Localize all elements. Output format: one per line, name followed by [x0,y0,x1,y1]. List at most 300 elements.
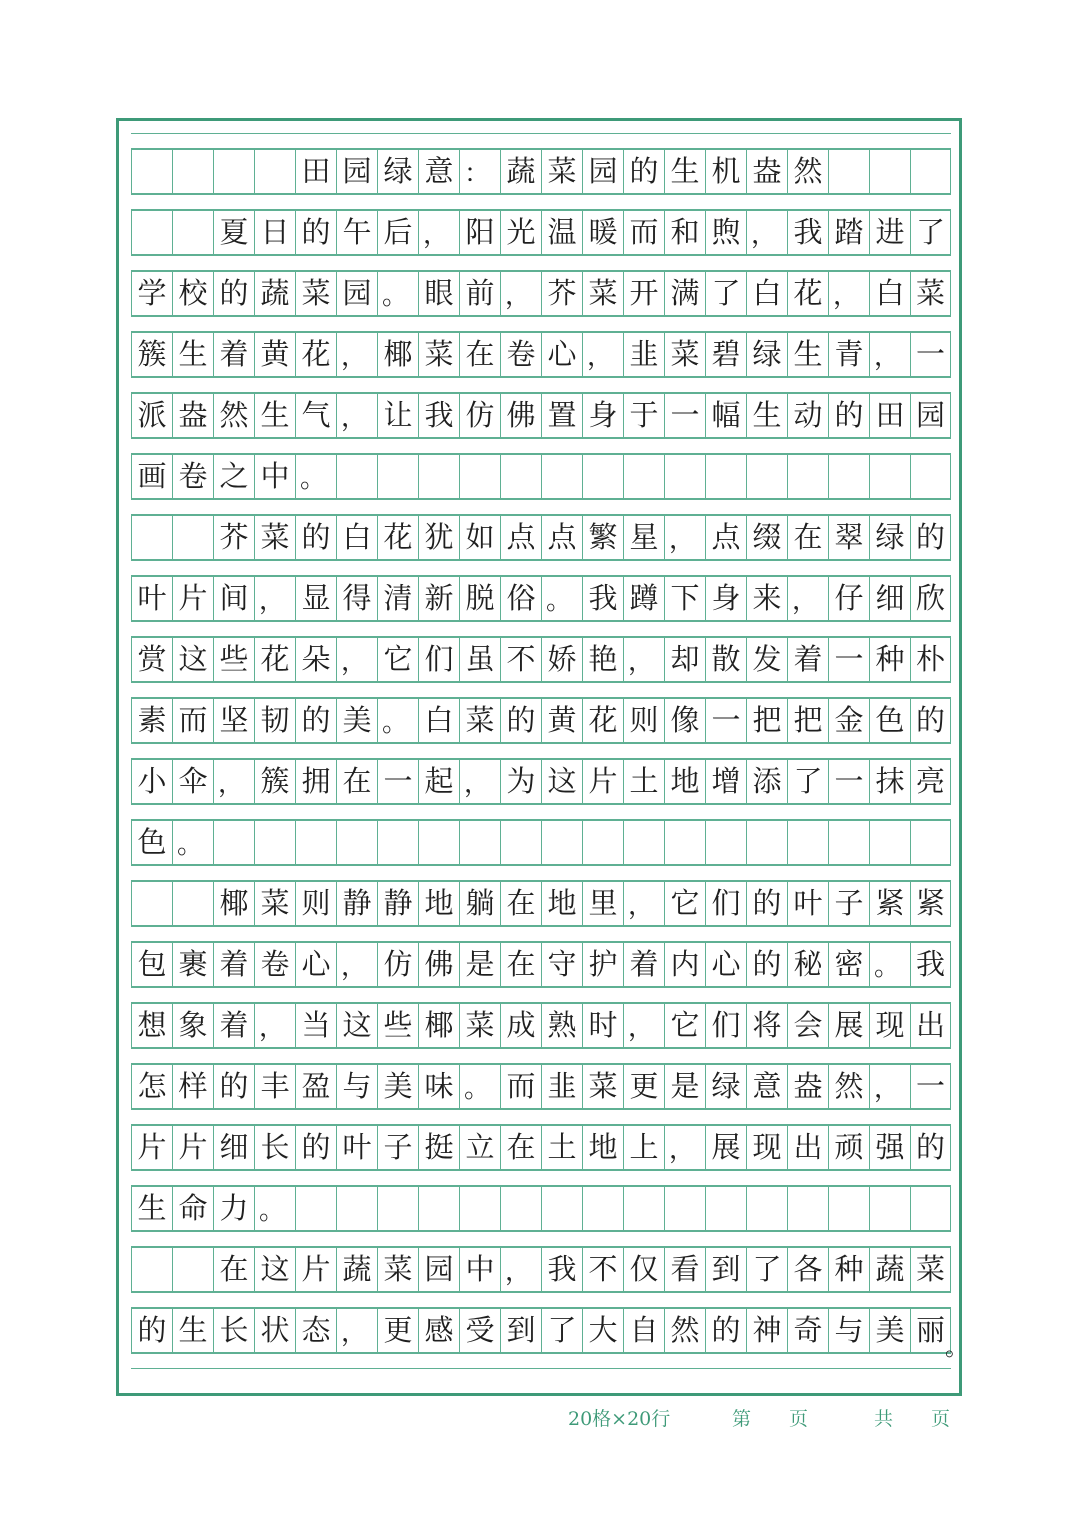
grid-cell [664,454,705,499]
grid-spacer-strip [131,1170,951,1186]
grid-cell: 力 [213,1186,254,1231]
grid-cell [172,1247,213,1292]
grid-cell: 动 [787,393,828,438]
grid-cell: ， [336,637,377,682]
grid-cell: 守 [541,942,582,987]
grid-cell: 的 [910,698,951,743]
grid-cell: ， [336,393,377,438]
grid-cell [172,210,213,255]
grid-cell: 如 [459,515,500,560]
grid-cell: 然 [664,1308,705,1353]
grid-cell: 样 [172,1064,213,1109]
grid-cell: 日 [254,210,295,255]
grid-cell: 。 [541,576,582,621]
grid-cell: 仿 [459,393,500,438]
grid-cell [828,1186,869,1231]
grid-cell: 片 [295,1247,336,1292]
grid-row [131,332,951,377]
grid-cell: 现 [869,1003,910,1048]
grid-spacer-strip [131,560,951,576]
grid-cell: 些 [213,637,254,682]
grid-cell: 了 [910,210,951,255]
grid-cell: 脱 [459,576,500,621]
grid-cell: 而 [172,698,213,743]
grid-cell [377,820,418,865]
grid-cell [131,1247,172,1292]
grid-cell: 芥 [213,515,254,560]
grid-cell: 清 [377,576,418,621]
grid-row [131,271,951,316]
grid-cell: 拥 [295,759,336,804]
grid-cell: 土 [541,1125,582,1170]
grid-cell: 展 [705,1125,746,1170]
grid-cell [254,149,295,194]
grid-cell: 一 [910,332,951,377]
grid-cell: 蹲 [623,576,664,621]
grid-cell: 强 [869,1125,910,1170]
grid-cell: 它 [664,881,705,926]
grid-cell: 护 [582,942,623,987]
grid-cell [664,1186,705,1231]
grid-cell: 我 [541,1247,582,1292]
grid-cell: 密 [828,942,869,987]
grid-cell: 一 [828,637,869,682]
grid-cell [336,820,377,865]
grid-cell: 菜 [582,1064,623,1109]
grid-cell: 不 [500,637,541,682]
grid-cell: 上 [623,1125,664,1170]
grid-cell: 菜 [377,1247,418,1292]
grid-cell: 簇 [254,759,295,804]
grid-cell: 神 [746,1308,787,1353]
grid-cell: 们 [705,881,746,926]
grid-cell: 则 [623,698,664,743]
grid-cell: 中 [254,454,295,499]
grid-cell: 菜 [910,1247,951,1292]
grid-spacer-strip [131,987,951,1003]
grid-row [131,881,951,926]
grid-cell: 花 [582,698,623,743]
grid-cell: 的 [623,149,664,194]
grid-cell: 为 [500,759,541,804]
grid-cell: 出 [787,1125,828,1170]
grid-cell: 美 [377,1064,418,1109]
grid-cell: 成 [500,1003,541,1048]
grid-cell: 了 [705,271,746,316]
grid-cell: 学 [131,271,172,316]
grid-cell: 。 [377,271,418,316]
grid-cell [787,1186,828,1231]
grid-cell: 受 [459,1308,500,1353]
grid-cell: 现 [746,1125,787,1170]
grid-cell: 片 [172,576,213,621]
grid-cell: 生 [172,1308,213,1353]
grid-cell: 不 [582,1247,623,1292]
grid-cell: 气 [295,393,336,438]
grid-cell: 前 [459,271,500,316]
grid-cell: 我 [418,393,459,438]
grid-cell: 我 [787,210,828,255]
grid-spacer-strip [131,499,951,515]
grid-cell: ， [418,210,459,255]
grid-cell: 在 [500,942,541,987]
grid-cell: 叶 [787,881,828,926]
grid-cell: 更 [623,1064,664,1109]
grid-cell: 下 [664,576,705,621]
grid-cell: 把 [787,698,828,743]
grid-cell: 佛 [418,942,459,987]
grid-cell: 菜 [582,271,623,316]
grid-spacer-strip [131,133,951,149]
grid-cell: 娇 [541,637,582,682]
grid-cell: 中 [459,1247,500,1292]
grid-cell [541,454,582,499]
grid-cell: 盎 [172,393,213,438]
grid-cell [254,820,295,865]
grid-cell: 菜 [254,881,295,926]
grid-cell: 盎 [787,1064,828,1109]
grid-cell: 心 [541,332,582,377]
grid-cell [910,149,951,194]
grid-cell [910,820,951,865]
grid-cell: ， [664,1125,705,1170]
grid-cell: 的 [910,515,951,560]
grid-cell: 菜 [254,515,295,560]
grid-cell: 菜 [459,698,500,743]
grid-cell: 在 [459,332,500,377]
grid-cell [500,454,541,499]
grid-cell: 发 [746,637,787,682]
grid-cell: 。 [869,942,910,987]
grid-cell: 些 [377,1003,418,1048]
grid-cell: 菜 [459,1003,500,1048]
grid-cell: 绿 [746,332,787,377]
grid-cell [828,454,869,499]
grid-cell [172,515,213,560]
grid-cell [664,820,705,865]
grid-cell: 满 [664,271,705,316]
grid-cell [828,149,869,194]
grid-cell: 绿 [869,515,910,560]
grid-cell: 踏 [828,210,869,255]
grid-cell [418,1186,459,1231]
grid-cell: 秘 [787,942,828,987]
grid-cell: 熟 [541,1003,582,1048]
grid-cell: 仔 [828,576,869,621]
grid-cell: 然 [828,1064,869,1109]
grid-cell: 这 [541,759,582,804]
grid-cell: ， [623,1003,664,1048]
grid-cell: 态 [295,1308,336,1353]
grid-cell: 着 [213,1003,254,1048]
grid-cell: 生 [172,332,213,377]
grid-cell [131,515,172,560]
grid-cell: 添 [746,759,787,804]
grid-cell: 片 [131,1125,172,1170]
grid-cell [500,1186,541,1231]
grid-cell: 却 [664,637,705,682]
grid-cell: 朵 [295,637,336,682]
grid-cell: 在 [213,1247,254,1292]
grid-cell: 的 [746,881,787,926]
grid-cell: 们 [418,637,459,682]
grid-cell: 得 [336,576,377,621]
grid-cell: 盈 [295,1064,336,1109]
grid-cell: 生 [664,149,705,194]
grid-spacer-strip [131,804,951,820]
grid-cell: 到 [500,1308,541,1353]
grid-cell: 卷 [500,332,541,377]
grid-cell: ， [623,881,664,926]
grid-cell: 色 [869,698,910,743]
grid-cell: 叶 [131,576,172,621]
grid-cell: 在 [500,881,541,926]
grid-cell: 意 [418,149,459,194]
grid-cell [131,210,172,255]
grid-cell: 卷 [172,454,213,499]
grid-cell: 种 [869,637,910,682]
grid-cell: 着 [623,942,664,987]
grid-cell: 生 [254,393,295,438]
grid-cell: 芥 [541,271,582,316]
grid-cell: 园 [336,271,377,316]
grid-cell [459,1186,500,1231]
grid-cell: 命 [172,1186,213,1231]
grid-cell [623,1186,664,1231]
grid-spacer-strip [131,926,951,942]
grid-cell: ， [500,1247,541,1292]
grid-cell [746,820,787,865]
grid-cell: 田 [869,393,910,438]
grid-cell: 黄 [254,332,295,377]
grid-cell: 花 [295,332,336,377]
grid-cell [418,454,459,499]
grid-spacer-strip [131,1292,951,1308]
grid-cell: 当 [295,1003,336,1048]
grid-cell: 这 [336,1003,377,1048]
grid-row [131,210,951,255]
grid-cell: 星 [623,515,664,560]
grid-cell: ， [213,759,254,804]
grid-cell: 而 [623,210,664,255]
grid-cell: 白 [336,515,377,560]
grid-cell: 紧 [869,881,910,926]
grid-cell: 菜 [910,271,951,316]
grid-cell: 意 [746,1064,787,1109]
grid-cell: 的 [500,698,541,743]
grid-cell: 这 [254,1247,295,1292]
grid-cell [582,820,623,865]
grid-cell: 一 [664,393,705,438]
grid-cell: 子 [377,1125,418,1170]
grid-cell: 温 [541,210,582,255]
grid-cell: 仿 [377,942,418,987]
grid-cell: 。 [254,1186,295,1231]
grid-cell: 是 [459,942,500,987]
grid-cell: 的 [213,1064,254,1109]
grid-cell: 的 [705,1308,746,1353]
grid-cell: 卷 [254,942,295,987]
grid-cell: 于 [623,393,664,438]
grid-cell: ， [459,759,500,804]
grid-cell: 韭 [541,1064,582,1109]
grid-cell: 然 [787,149,828,194]
grid-cell: 菜 [295,271,336,316]
grid-cell: ， [828,271,869,316]
grid-cell: 增 [705,759,746,804]
grid-cell: 的 [746,942,787,987]
grid-cell [418,820,459,865]
grid-cell [377,1186,418,1231]
grid-cell: 一 [377,759,418,804]
grid-cell: ： [459,149,500,194]
grid-cell: ， [787,576,828,621]
grid-cell: 黄 [541,698,582,743]
grid-cell: 叶 [336,1125,377,1170]
grid-cell: 阳 [459,210,500,255]
title-row [131,149,951,194]
grid-cell: 盎 [746,149,787,194]
grid-spacer-strip [131,1048,951,1064]
grid-cell: 开 [623,271,664,316]
grid-cell: 蔬 [254,271,295,316]
grid-cell: 色 [131,820,172,865]
grid-cell: 的 [295,1125,336,1170]
grid-cell: 的 [295,210,336,255]
grid-cell: 光 [500,210,541,255]
grid-cell: 地 [418,881,459,926]
grid-cell: 丰 [254,1064,295,1109]
grid-cell: 和 [664,210,705,255]
grid-cell: 是 [664,1064,705,1109]
grid-row [131,1186,951,1231]
grid-cell: 进 [869,210,910,255]
grid-cell: 眼 [418,271,459,316]
grid-cell: 在 [336,759,377,804]
grid-cell [869,149,910,194]
grid-cell: 绿 [377,149,418,194]
grid-row [131,820,951,865]
grid-cell: 则 [295,881,336,926]
grid-cell: 长 [254,1125,295,1170]
grid-cell: 更 [377,1308,418,1353]
manuscript-grid [131,133,951,1369]
grid-cell: 欣 [910,576,951,621]
grid-cell: 在 [500,1125,541,1170]
grid-cell: 身 [582,393,623,438]
grid-cell: 的 [910,1125,951,1170]
grid-cell [377,454,418,499]
grid-cell: ， [336,942,377,987]
grid-cell: 。 [377,698,418,743]
grid-spacer-strip [131,865,951,881]
grid-cell [131,881,172,926]
grid-spacer-strip [131,438,951,454]
grid-cell: 在 [787,515,828,560]
grid-cell: 园 [418,1247,459,1292]
grid-cell: 抹 [869,759,910,804]
grid-cell [910,1186,951,1231]
grid-cell [869,1186,910,1231]
grid-cell: 大 [582,1308,623,1353]
grid-cell: 菜 [541,149,582,194]
grid-cell: 时 [582,1003,623,1048]
grid-cell: 将 [746,1003,787,1048]
grid-row [131,1003,951,1048]
grid-cell [705,820,746,865]
grid-cell: 心 [705,942,746,987]
grid-cell: 翠 [828,515,869,560]
grid-cell: 它 [377,637,418,682]
grid-cell: 它 [664,1003,705,1048]
grid-cell: 怎 [131,1064,172,1109]
grid-cell: 蔬 [336,1247,377,1292]
grid-cell: 与 [336,1064,377,1109]
grid-cell [336,454,377,499]
grid-cell: 紧 [910,881,951,926]
grid-cell: 仅 [623,1247,664,1292]
grid-cell [746,1186,787,1231]
grid-cell: 。 [459,1064,500,1109]
grid-cell [705,1186,746,1231]
grid-cell: 菜 [664,332,705,377]
grid-cell: 内 [664,942,705,987]
grid-cell: 机 [705,149,746,194]
grid-cell: 韧 [254,698,295,743]
grid-spacer-strip [131,1353,951,1369]
grid-cell: 蔬 [500,149,541,194]
grid-cell: 坚 [213,698,254,743]
grid-cell: 。 [295,454,336,499]
grid-cell: 挺 [418,1125,459,1170]
grid-row [131,1308,951,1353]
grid-cell: 生 [787,332,828,377]
grid-cell: 一 [705,698,746,743]
grid-row [131,942,951,987]
grid-spacer-strip [131,194,951,210]
grid-cell: 们 [705,1003,746,1048]
grid-cell: 裹 [172,942,213,987]
grid-cell: 的 [213,271,254,316]
grid-cell [500,820,541,865]
grid-cell: 片 [172,1125,213,1170]
grid-cell: 到 [705,1247,746,1292]
grid-cell [172,149,213,194]
grid-row [131,454,951,499]
grid-spacer-strip [131,1231,951,1247]
grid-cell [582,1186,623,1231]
grid-cell: 椰 [213,881,254,926]
grid-cell: 像 [664,698,705,743]
grid-cell: 小 [131,759,172,804]
grid-cell: 簇 [131,332,172,377]
grid-cell: 虽 [459,637,500,682]
grid-cell: 韭 [623,332,664,377]
grid-cell: 园 [336,149,377,194]
grid-cell: 伞 [172,759,213,804]
grid-cell: 亮 [910,759,951,804]
grid-cell: 。 [172,820,213,865]
grid-cell: ， [500,271,541,316]
grid-cell: 看 [664,1247,705,1292]
grid-cell [459,820,500,865]
grid-cell: 展 [828,1003,869,1048]
grid-cell: 繁 [582,515,623,560]
grid-cell: 了 [541,1308,582,1353]
grid-cell: 把 [746,698,787,743]
overflow-punctuation: 。 [945,1333,969,1361]
grid-cell: 菜 [418,332,459,377]
